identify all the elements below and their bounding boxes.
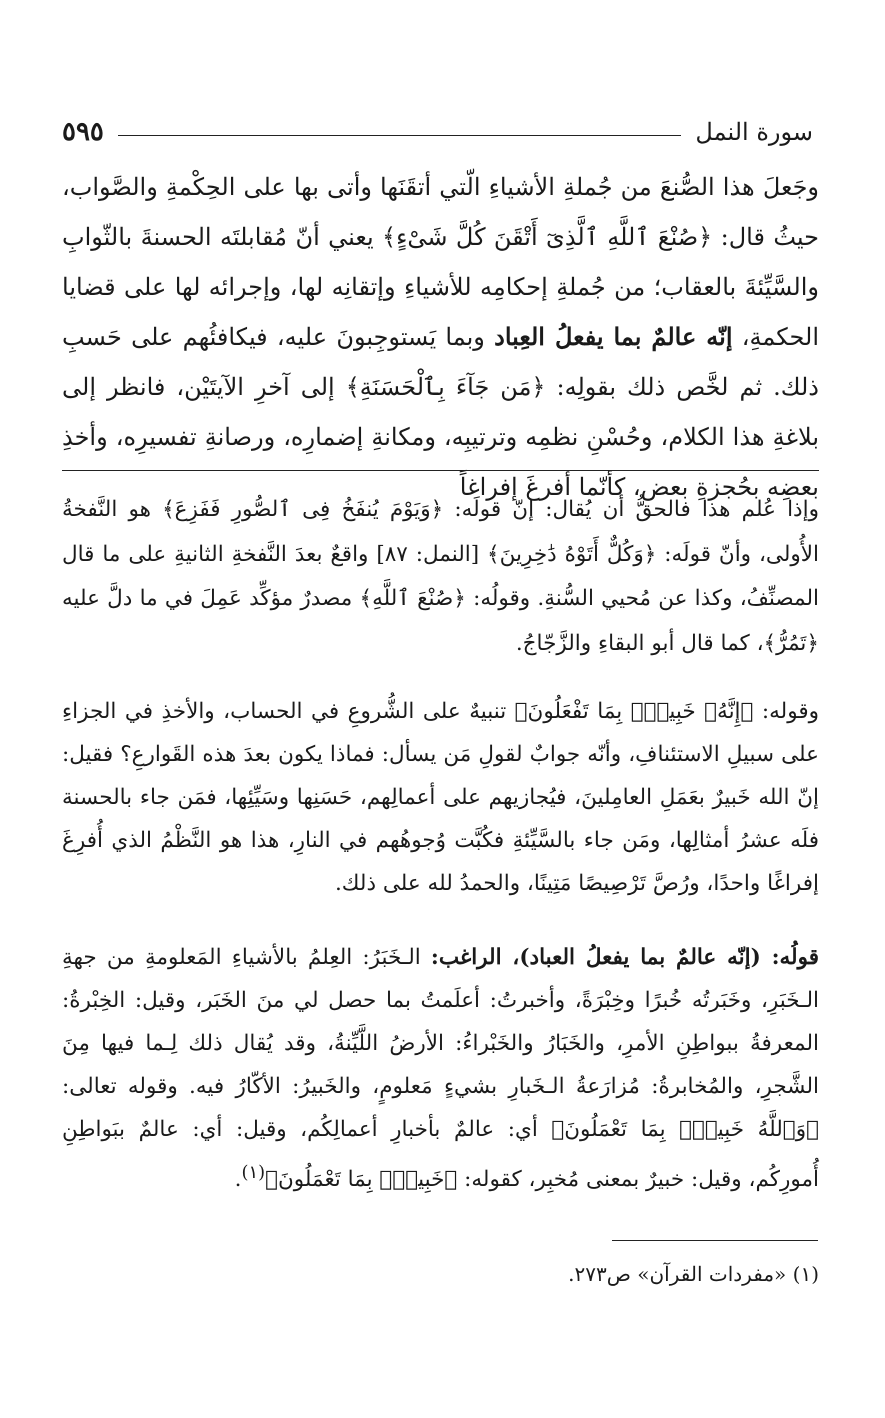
footnote-marker: (١) <box>241 1162 266 1183</box>
footnote-rule <box>612 1240 818 1241</box>
text-divider <box>62 470 819 471</box>
commentary-paragraph-1: وإذا عُلم هذا فالحقُّ أن يُقال: إنّ قولَه: ﴿وَيَوْمَ يُنفَخُ فِى ٱلصُّورِ فَفَزِعَ﴾ هو النَّفخةُ الأُولى، وأنّ قولَه: ﴿وَكُلٌّ أَتَوْهُ دَٰخِرِينَ﴾ [النمل: ٨٧] واقعٌ بعدَ النَّفخةِ الثانيةِ على ما قال المصنِّفُ، وكذا عن مُحيي السُّنةِ. وقولُه: ﴿صُنْعَ ٱللَّهِ﴾ مصدرٌ مؤكِّد عَمِلَ في ما دلَّ عليه ﴿تَمُرُّ﴾، كما قال أبو البقاءِ والزَّجّاجُ. <box>62 497 819 656</box>
commentary-heading: قولُه: (إنّه عالمٌ بما يفعلُ العباد)، الراغب: <box>430 945 819 970</box>
header-rule <box>118 135 682 136</box>
commentary-paragraph-2: وقوله: ﴿إِنَّهُۥ خَبِيرٌۢ بِمَا تَفْعَلُونَ﴾ تنبيهٌ على الشُّروعِ في الحساب، والأخذِ في الجزاءِ على سبيلِ الاستئنافِ، وأنّه جوابٌ لقولِ مَن يسأل: فماذا يكون بعدَ هذه القَوارعِ؟ فقيل: إنّ الله خَبيرٌ بعَمَلِ العامِلينَ، فيُجازيهم على أعمالِهم، حَسَنِها وسَيِّئِها، فمَن جاء بالحسنة فلَه عشرُ أمثالِها، ومَن جاء بالسَّيِّئةِ فكُبَّت وُجوهُهم في النارِ، هذا هو النَّظْمُ الذي أُفرِغَ إفراغًا واحدًا، ورُصَّ تَرْصِيصًا مَتِينًا، والحمدُ لله على ذلك. <box>62 699 819 896</box>
commentary-paragraph-3 <box>62 936 819 1201</box>
commentary-end: . <box>234 1167 242 1193</box>
main-text-part1: وجَعلَ هذا الصُّنعَ من جُملةِ الأشياءِ الّتي أتقَنَها وأتى بها على الحِكْمةِ والصَّواب، حيثُ قال: ﴿صُنْعَ ٱللَّهِ ٱلَّذِىٓ أَتْقَنَ كُلَّ شَىْءٍ﴾ يعني أنّ مُقابلتَه الحسنةَ بالثّوابِ والسَّيِّئةَ بالعقاب؛ من جُملةِ إحكامِه للأشياءِ وإتقانِه لها، وإجرائه لها على قضايا الحكمةِ، <box>62 173 820 351</box>
main-text-bold: إنّه عالمٌ بما يفعلُ العِباد <box>494 322 733 351</box>
footnote: (١) «مفردات القرآن» ص٢٧٣. <box>568 1262 819 1286</box>
main-text-part2: وبما يَستوجِبونَ عليه، فيكافئُهم على حَسبِ ذلك. ثم لخَّص ذلك بقولِه: ﴿مَن جَآءَ بِٱلْحَسَنَةِ﴾ إلى آخرِ الآيتَيْن، فانظر إلى بلاغةِ هذا الكلام، وحُسْنِ نظمِه وترتيبِه، ومكانةِ إضمارِه، ورصانةِ تفسيرِه، وأخذِ بعضِه بحُجزةِ بعض، كأنّما أفرغَ إفراغاً <box>62 323 819 501</box>
page-header <box>62 112 813 152</box>
surah-title: سورة النمل <box>695 118 813 146</box>
main-text <box>62 162 819 512</box>
commentary-body: الـخَبَرُ: العِلمُ بالأشياءِ المَعلومةِ من جهةِ الـخَبَرِ، وخَبَرتُه خُبرًا وخِبْرَةً، وأخبرتُ: أعلَمتُ بما حصل لي منَ الخَبَر، وقيل: الخِبْرةُ: المعرفةُ ببواطِنِ الأمرِ، والخَبَارُ والخَبْراءُ: الأرضُ اللَّيِّنةُ، وقد يُقال ذلك لِـما فيها مِنَ الشَّجرِ، والمُخابرةُ: مُزارَعةُ الـخَبارِ بشيءٍ مَعلومٍ، والخَبيرُ: الأكّارُ فيه. وقوله تعالى: ﴿وَٱللَّهُ خَبِيرٌۢ بِمَا تَعْمَلُونَ﴾ أي: عالمٌ بأخبارِ أعمالِكُم، وقيل: أي: عالمٌ ببَواطِنِ أُمورِكُم، وقيل: خبيرٌ بمعنى مُخبِر، كقوله: ﴿خَبِيرٌۢ بِمَا تَعْمَلُونَ﴾ <box>62 945 819 1193</box>
page-number: ٥٩٥ <box>62 117 104 147</box>
